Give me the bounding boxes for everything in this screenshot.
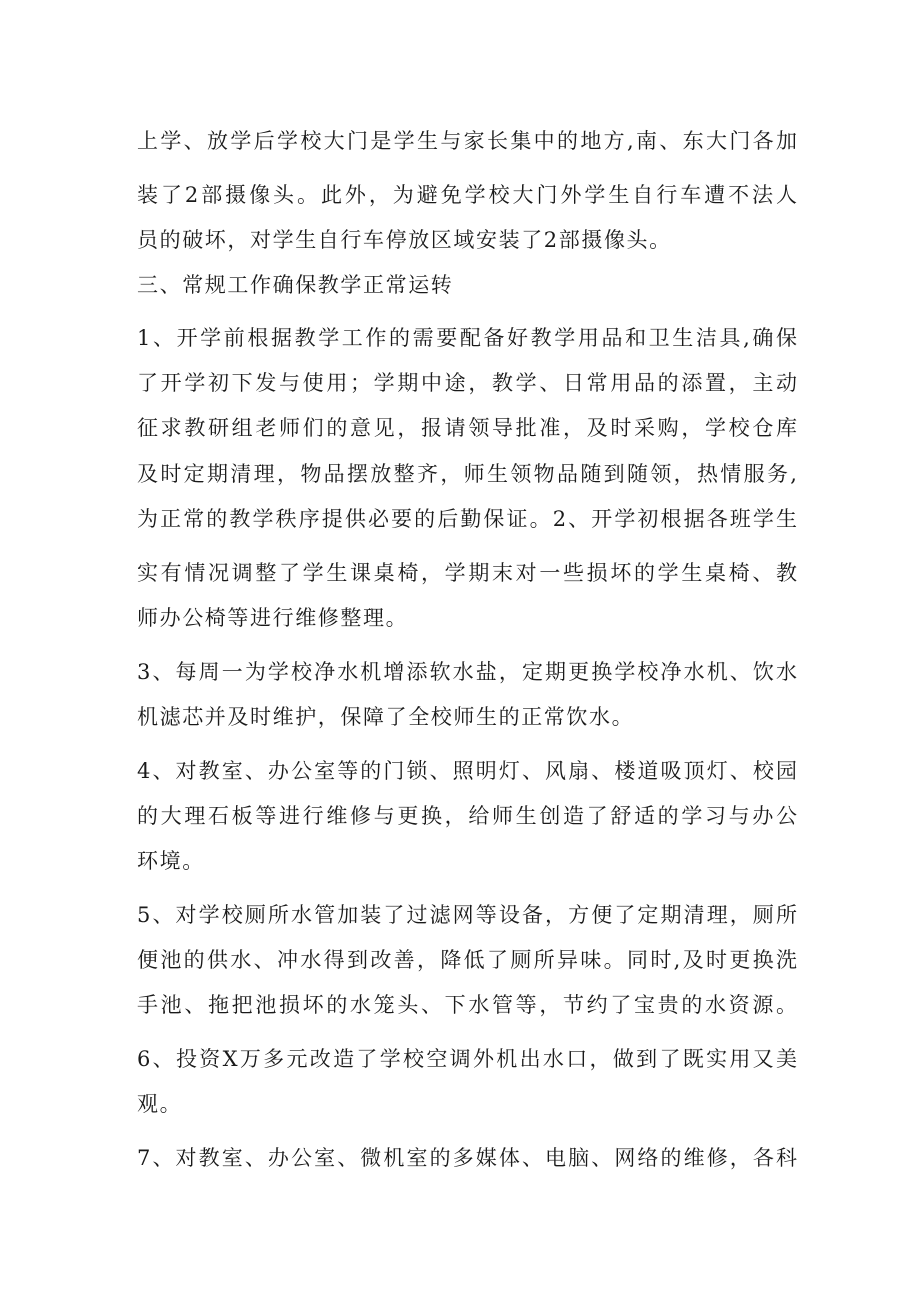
text-line: 为正常的教学秩序提供必要的后勤保证。2、开学初根据各班学生	[137, 507, 797, 531]
text-line: 6、投资X万多元改造了学校空调外机出水口，做到了既实用又美	[137, 1047, 797, 1071]
text-line: 的大理石板等进行维修与更换，给师生创造了舒适的学习与办公	[137, 804, 797, 828]
text-line: 机滤芯并及时维护，保障了全校师生的正常饮水。	[137, 705, 635, 729]
text-line: 手池、拖把池损坏的水笼头、下水管等，节约了宝贵的水资源。	[137, 993, 797, 1017]
text-line: 3、每周一为学校净水机增添软水盐，定期更换学校净水机、饮水	[137, 660, 797, 684]
text-line: 师办公椅等进行维修整理。	[137, 606, 409, 630]
text-line: 环境。	[137, 849, 205, 873]
section-heading: 三、常规工作确保教学正常运转	[137, 273, 454, 297]
text-line: 便池的供水、冲水得到改善，降低了厕所异味。同时,及时更换洗	[137, 948, 797, 972]
text-line: 1、开学前根据教学工作的需要配备好教学用品和卫生洁具,确保	[137, 326, 797, 350]
text-line: 7、对教室、办公室、微机室的多媒体、电脑、网络的维修，各科	[137, 1146, 797, 1170]
text-line: 5、对学校厕所水管加装了过滤网等设备，方便了定期清理，厕所	[137, 903, 797, 927]
text-line: 实有情况调整了学生课桌椅，学期末对一些损坏的学生桌椅、教	[137, 561, 797, 585]
text-line: 装了2部摄像头。此外，为避免学校大门外学生自行车遭不法人	[137, 183, 797, 207]
text-line: 员的破坏，对学生自行车停放区域安装了2部摄像头。	[137, 228, 672, 252]
text-line: 4、对教室、办公室等的门锁、照明灯、风扇、楼道吸顶灯、校园	[137, 759, 797, 783]
text-line: 观。	[137, 1092, 183, 1116]
text-line: 征求教研组老师们的意见，报请领导批准，及时采购，学校仓库	[137, 416, 797, 440]
text-line: 上学、放学后学校大门是学生与家长集中的地方,南、东大门各加	[137, 129, 797, 153]
text-line: 了开学初下发与使用；学期中途，教学、日常用品的添置，主动	[137, 371, 797, 395]
text-line: 及时定期清理，物品摆放整齐，师生领物品随到随领，热情服务,	[137, 462, 797, 486]
